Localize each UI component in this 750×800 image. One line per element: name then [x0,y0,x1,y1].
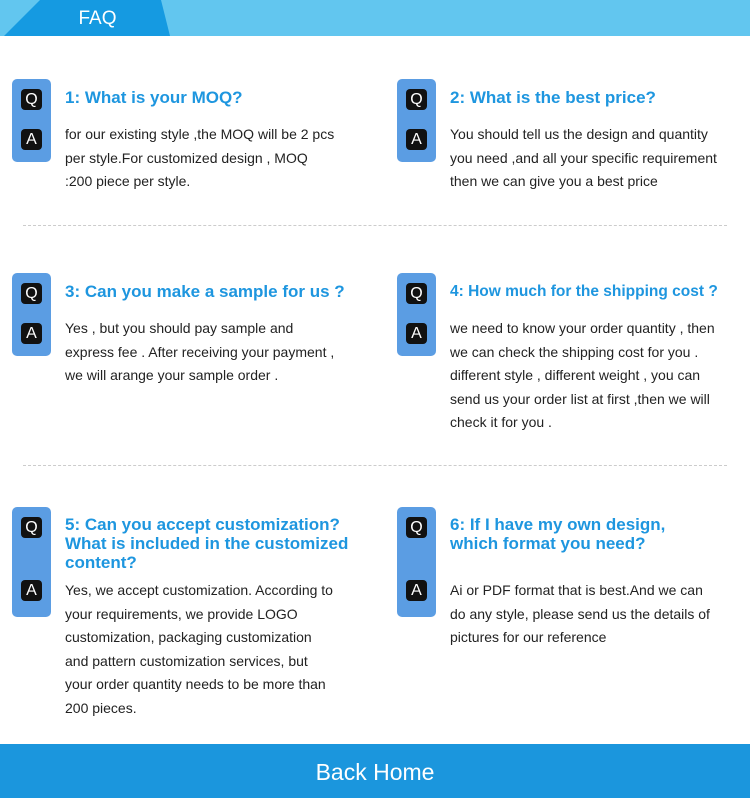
qa-icon [12,507,51,617]
qa-icon [397,507,436,617]
faq-question: 4: How much for the shipping cost ? [450,283,718,300]
faq-answer [65,123,365,194]
question-icon: Q [21,517,42,538]
answer-line: check it for you . [450,414,552,430]
faq-header-title: FAQ [78,8,117,29]
faq-question: 3: Can you make a sample for us ? [65,282,345,301]
faq-header-bar [0,0,750,36]
answer-line: we will arange your sample order . [65,367,279,383]
answer-line: pictures for our reference [450,629,607,645]
faq-answer [65,579,365,720]
section-divider [23,465,727,466]
answer-icon: A [406,323,427,344]
answer-line: you need ,and all your specific requirement [450,149,717,166]
answer-line: :200 piece per style. [65,173,191,189]
question-line: 6: If I have my own design, [450,515,666,534]
answer-line: your requirements, we provide LOGO [65,605,298,622]
answer-line: per style.For customized design , MOQ [65,149,308,166]
answer-line: 200 pieces. [65,699,137,716]
answer-icon: A [21,129,42,150]
question-icon: Q [406,517,427,538]
answer-line: then we can give you a best price [450,173,658,189]
answer-icon: A [406,129,427,150]
qa-icon [397,273,436,356]
answer-line: your order quantity needs to be more than [65,676,326,692]
qa-icon [12,273,51,356]
faq-answer [450,317,750,435]
answer-line: Yes, we accept customization. According to [65,582,333,598]
question-icon: Q [406,89,427,110]
question-icon: Q [406,283,427,304]
answer-line: different style , different weight , you can [450,367,701,383]
answer-line: send us your order list at first ,then we will [450,390,710,407]
question-icon: Q [21,283,42,304]
answer-line: for our existing style ,the MOQ will be 2 pcs [65,126,335,142]
question-line: 5: Can you accept customization? [65,515,340,534]
answer-icon: A [21,580,42,601]
question-line: content? [65,553,137,572]
answer-line: and pattern customization services, but [65,652,308,669]
section-divider [23,225,727,226]
question-line: What is included in the customized [65,534,349,553]
faq-question: 2: What is the best price? [450,88,656,107]
answer-line: do any style, please send us the details of [450,605,710,622]
answer-line: You should tell us the design and quantity [450,126,708,142]
answer-line: Ai or PDF format that is best.And we can [450,582,703,598]
faq-answer [450,579,750,650]
faq-question [450,515,665,553]
faq-answer [450,123,750,194]
question-line: which format you need? [450,534,646,553]
faq-answer [65,317,365,388]
answer-line: Yes , but you should pay sample and [65,320,294,336]
qa-icon [12,79,51,162]
back-home-button[interactable]: Back Home [0,744,750,798]
answer-line: express fee . After receiving your payment , [65,343,335,360]
answer-line: we need to know your order quantity , then [450,320,715,336]
answer-line: we can check the shipping cost for you . [450,343,699,360]
answer-icon: A [406,580,427,601]
faq-question [65,515,348,572]
qa-icon [397,79,436,162]
question-icon: Q [21,89,42,110]
answer-line: customization, packaging customization [65,629,312,645]
faq-question: 1: What is your MOQ? [65,88,243,107]
answer-icon: A [21,323,42,344]
